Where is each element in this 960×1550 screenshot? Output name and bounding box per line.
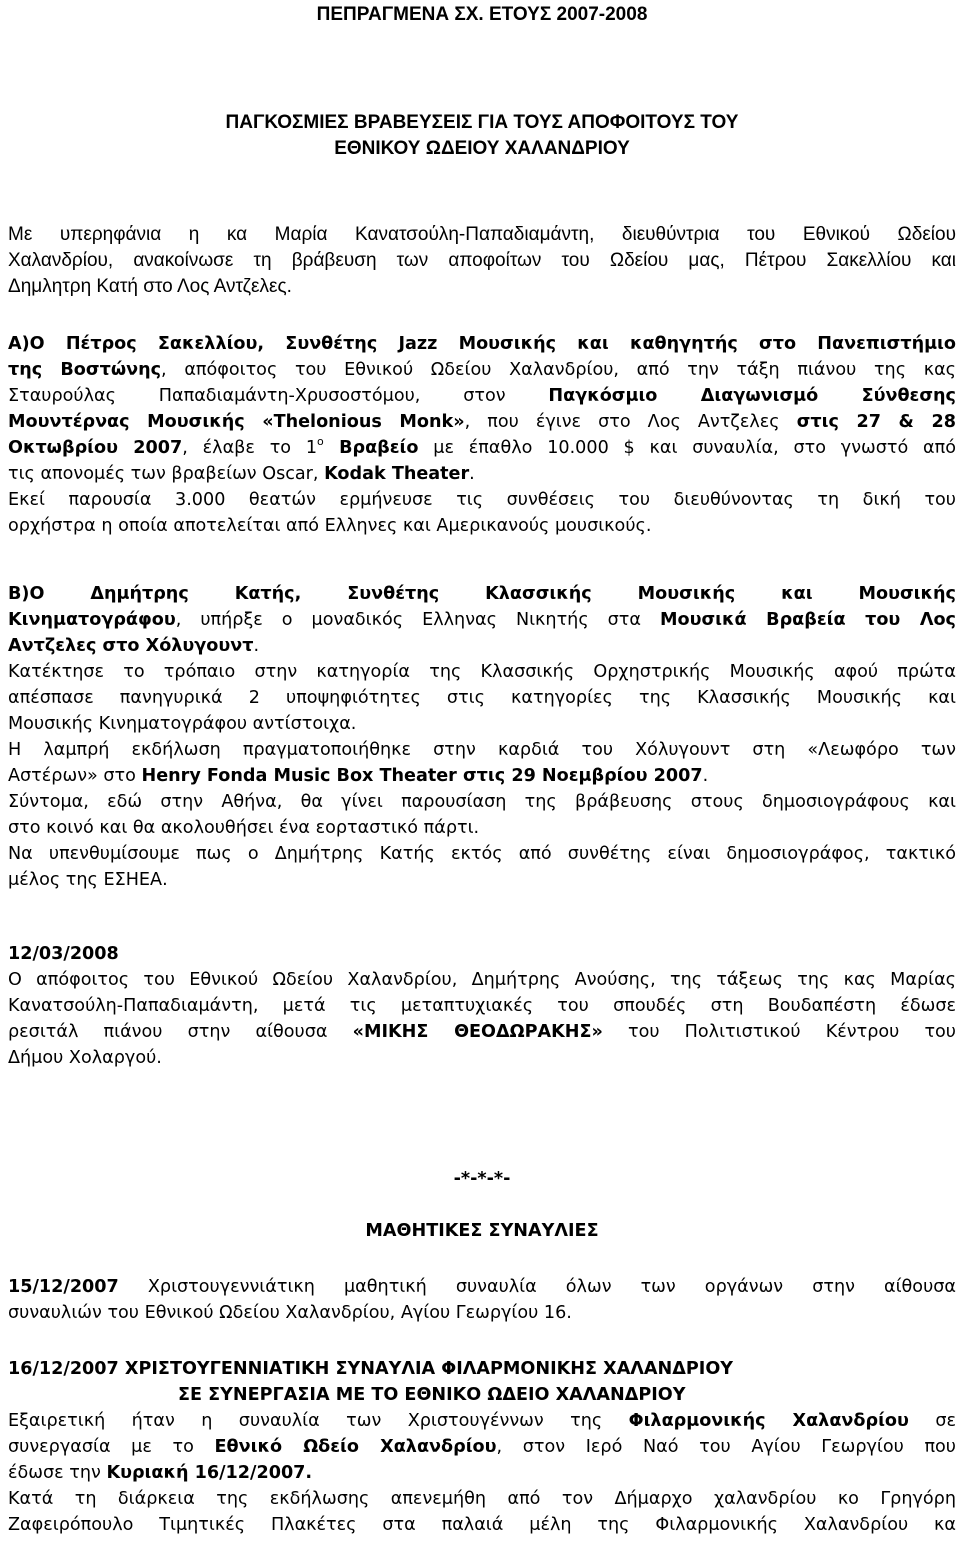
text-bold: Κινηματογράφου [8, 610, 176, 630]
section-a-line: ορχήστρα η οποία αποτελείται από Ελληνες και Αμερικανούς μουσικούς. [8, 516, 652, 536]
section-b-line: Β)Ο Δημήτρης Κατής, Συνθέτης Κλασσικής Μουσικής και Μουσικής [8, 584, 956, 604]
concert-1-line [8, 1274, 956, 1300]
section-a-line [8, 435, 956, 461]
section-a-line [8, 409, 956, 435]
text: με έπαθλο 10.000 $ και συναυλία, στο γνωστό από [418, 438, 956, 458]
concert-2-line: Κατά τη διάρκεια της εκδήλωσης απενεμήθη από τον Δήμαρχο χαλανδρίου κο Γρηγόρη [8, 1489, 956, 1509]
text-bold: Μουντέρνας Μουσικής «Thelonious Monk» [8, 412, 465, 432]
concert-2-line: Ζαφειρόπουλο Τιμητικές Πλακέτες στα παλαιά μέλη της Φιλαρμονικής Χαλανδρίου κα [8, 1515, 956, 1535]
text: , έλαβε το 1 [182, 438, 318, 458]
intro-paragraph [8, 222, 956, 300]
separator: -*-*-*- [453, 1169, 511, 1189]
text-bold: Βραβείο [323, 438, 419, 458]
awards-heading-line-1: ΠΑΓΚΟΣΜΙΕΣ ΒΡΑΒΕΥΣΕΙΣ ΓΙΑ ΤΟΥΣ ΑΠΟΦΟΙΤΟΥΣ ΤΟΥ [225, 112, 739, 133]
concerts-heading: ΜΑΘΗΤΙΚΕΣ ΣΥΝΑΥΛΙΕΣ [365, 1221, 599, 1241]
section-b-line: στο κοινό και θα ακολουθήσει ένα εορταστικό πάρτι. [8, 818, 480, 838]
concert-1 [8, 1274, 956, 1326]
text: , στον Ιερό Ναό του Αγίου Γεωργίου που [496, 1437, 956, 1457]
concert-2-subtitle: ΣΕ ΣΥΝΕΡΓΑΣΙΑ ΜΕ ΤΟ ΕΘΝΙΚΟ ΩΔΕΙΟ ΧΑΛΑΝΔΡΙΟΥ [178, 1385, 686, 1405]
text: σε [908, 1411, 956, 1431]
text: τις απονομές των βραβείων Oscar, [8, 464, 325, 484]
text: Χριστουγεννιάτικη μαθητική συναυλία όλων των οργάνων στην αίθουσα [118, 1277, 956, 1297]
text-bold: της Βοστώνης [8, 360, 162, 380]
concert-2-date: 16/12/2007 [8, 1359, 119, 1379]
concert-2 [8, 1356, 956, 1538]
intro-line: Χαλανδρίου, ανακοίνωσε τη βράβευση των αποφοίτων του Ωδείου μας, Πέτρου Σακελλίου και [8, 250, 956, 271]
text: έδωσε την [8, 1463, 107, 1483]
text: Σταυρούλας Παπαδιαμάντη-Χρυσοστόμου, στον [8, 386, 549, 406]
recital-line: Κανατσούλη-Παπαδιαμάντη, μετά τις μεταπτυχιακές του σπουδές στη Βουδαπέστη έδωσε [8, 996, 956, 1016]
section-b-line: Μουσικής Κινηματογράφου αντίστοιχα. [8, 714, 357, 734]
ordinal-superscript: ο [317, 435, 324, 448]
text: . [702, 766, 709, 786]
text-bold: Μουσικά Βραβεία του Λος [660, 610, 956, 630]
section-b-line: Η λαμπρή εκδήλωση πραγματοποιήθηκε στην καρδιά του Χόλυγουντ στη «Λεωφόρο των [8, 740, 956, 760]
text-bold: στις 27 & 28 [796, 412, 956, 432]
concert-2-title: ΧΡΙΣΤΟΥΓΕΝΝΙΑΤΙΚΗ ΣΥΝΑΥΛΙΑ ΦΙΛΑΡΜΟΝΙΚΗΣ ΧΑΛΑΝΔΡΙΟΥ [118, 1359, 734, 1379]
concert-2-line [8, 1460, 956, 1486]
recital-line: Δήμου Χολαργού. [8, 1048, 162, 1068]
text-bold: Henry Fonda Music Box Theater στις 29 Νοεμβρίου 2007 [141, 766, 703, 786]
text-bold: Παγκόσμιο Διαγωνισμό Σύνθεσης [548, 386, 956, 406]
concert-2-line [8, 1408, 956, 1434]
text-bold: Κυριακή 16/12/2007. [106, 1463, 313, 1483]
section-b-line: απέσπασε πανηγυρικά 2 υποψηφιότητες στις κατηγορίες της Κλασσικής Μουσικής και [8, 688, 956, 708]
text-bold: Εθνικό Ωδείο Χαλανδρίου [214, 1437, 497, 1457]
section-a-line: Εκεί παρουσία 3.000 θεατών ερμήνευσε τις συνθέσεις του διευθύνοντας τη δική του [8, 490, 956, 510]
awards-heading-line-2: ΕΘΝΙΚΟΥ ΩΔΕΙΟΥ ΧΑΛΑΝΔΡΙΟΥ [334, 138, 630, 159]
section-b-line [8, 763, 956, 789]
intro-line: Με υπερηφάνια η κα Μαρία Κανατσούλη-Παπαδιαμάντη, διευθύντρια του Εθνικού Ωδείου [8, 224, 956, 245]
text-bold: Kodak Theater [324, 464, 470, 484]
recital-date: 12/03/2008 [8, 944, 119, 964]
text: ρεσιτάλ πιάνου στην αίθουσα [8, 1022, 353, 1042]
text-bold: Αντζελες στο Χόλυγουντ [8, 636, 254, 656]
recital-line [8, 1019, 956, 1045]
text-bold: Οκτωβρίου 2007 [8, 438, 183, 458]
section-b-line: Σύντομα, εδώ στην Αθήνα, θα γίνει παρουσίαση της βράβευσης στους δημοσιογράφους και [8, 792, 956, 812]
text-bold: Φιλαρμονικής Χαλανδρίου [628, 1411, 909, 1431]
awards-heading [8, 110, 956, 162]
text: συνεργασία με το [8, 1437, 215, 1457]
intro-line: Δημλητρη Κατή στο Λος Αντζελες. [8, 276, 292, 297]
concert-1-date: 15/12/2007 [8, 1277, 119, 1297]
section-a-line: Α)Ο Πέτρος Σακελλίου, Συνθέτης Jazz Μουσικής και καθηγητής στο Πανεπιστήμιο [8, 334, 956, 354]
concert-1-line: συναυλιών του Εθνικού Ωδείου Χαλανδρίου, Αγίου Γεωργίου 16. [8, 1303, 572, 1323]
section-b-line: Κατέκτησε το τρόπαιο στην κατηγορία της Κλασσικής Ορχηστρικής Μουσικής αφού πρώτα [8, 662, 956, 682]
text: , υπήρξε ο μοναδικός Ελληνας Νικητής στα [175, 610, 660, 630]
section-a-line [8, 357, 956, 383]
text: , απόφοιτος του Εθνικού Ωδείου Χαλανδρίου, από την τάξη πιάνου της κας [161, 360, 956, 380]
section-b-line [8, 607, 956, 633]
section-b-line: Να υπενθυμίσουμε πως ο Δημήτρης Κατής εκτός από συνθέτης είναι δημοσιογράφος, τακτικό [8, 844, 956, 864]
section-a-line [8, 461, 956, 487]
text: . [253, 636, 260, 656]
concert-2-title-line [8, 1356, 956, 1382]
section-a [8, 331, 956, 539]
text: . [469, 464, 475, 484]
section-b-line [8, 633, 956, 659]
recital-line: Ο απόφοιτος του Εθνικού Ωδείου Χαλανδρίου, Δημήτρης Ανούσης, της τάξεως της κας Μαρίας [8, 970, 956, 990]
concert-2-line [8, 1434, 956, 1460]
section-a-line [8, 383, 956, 409]
text: , που έγινε στο Λος Αντζελες [464, 412, 797, 432]
section-b [8, 581, 956, 893]
text: του Πολιτιστικού Κέντρου του [602, 1022, 956, 1042]
page-title: ΠΕΠΡΑΓΜΕΝΑ ΣΧ. ΕΤΟΥΣ 2007-2008 [316, 4, 648, 25]
section-b-line: μέλος της ΕΣΗΕΑ. [8, 870, 168, 890]
text: Αστέρων» στο [8, 766, 142, 786]
recital-section [8, 941, 956, 1071]
text: Εξαιρετική ήταν η συναυλία των Χριστουγέννων της [8, 1411, 629, 1431]
text-bold: «ΜΙΚΗΣ ΘΕΟΔΩΡΑΚΗΣ» [352, 1022, 603, 1042]
